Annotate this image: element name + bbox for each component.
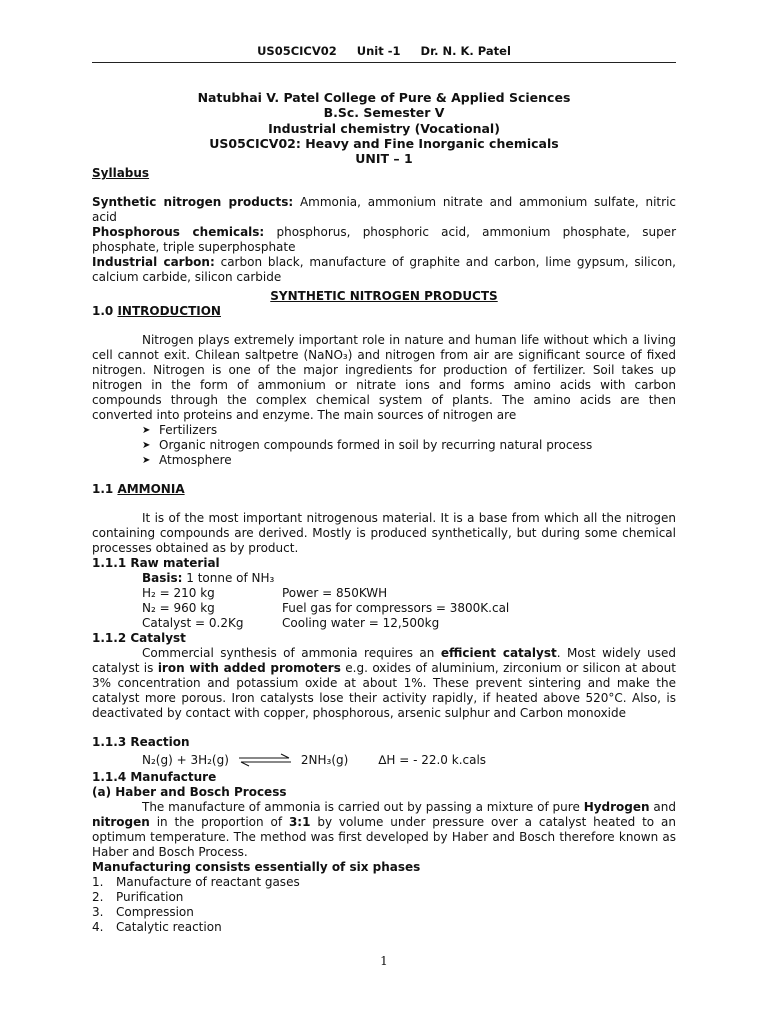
catalyst-heading: 1.1.2 Catalyst xyxy=(92,631,186,646)
basis-text: 1 tonne of NH₃ xyxy=(182,571,275,586)
syllabus-text: phosphorus, phosphoric acid, ammonium phosphate, super phosphate, triple superphosphate xyxy=(92,225,676,255)
text-run: . Most widely used catalyst is xyxy=(92,646,676,676)
raw-material-cell: Cooling water = 12,500kg xyxy=(282,616,440,631)
intro-heading xyxy=(92,304,676,319)
bold-run: efficient catalyst xyxy=(440,646,557,661)
subject-title: Industrial chemistry (Vocational) xyxy=(268,120,500,136)
haber-bosch-heading: (a) Haber and Bosch Process xyxy=(92,785,287,800)
manufacture-heading: 1.1.4 Manufacture xyxy=(92,770,217,785)
raw-material-cell: H₂ = 210 kg xyxy=(142,586,215,601)
unit-title: UNIT – 1 xyxy=(355,151,413,167)
bold-run: 3:1 xyxy=(288,815,311,830)
reaction-products: 2NH₃(g) xyxy=(300,752,349,767)
ammonia-heading-text: AMMONIA xyxy=(117,482,185,497)
reaction-enthalpy: ∆H = - 22.0 k.cals xyxy=(378,752,487,767)
list-number: 2. xyxy=(92,890,104,905)
text-run: in the proportion of xyxy=(149,815,289,830)
nitrogen-sources-list xyxy=(92,423,676,468)
raw-material-cell: Power = 850KWH xyxy=(282,586,388,601)
list-text: Compression xyxy=(116,905,194,920)
list-item: ➤ Fertilizers xyxy=(142,423,676,438)
bold-run: Hydrogen xyxy=(583,800,650,815)
manufacture-paragraph xyxy=(92,800,676,860)
section-title: SYNTHETIC NITROGEN PRODUCTS xyxy=(270,289,498,304)
raw-material-cell: Fuel gas for compressors = 3800K.cal xyxy=(282,601,510,616)
syllabus-item-nitrogen xyxy=(92,195,676,225)
reaction-heading: 1.1.3 Reaction xyxy=(92,735,190,750)
ammonia-number: 1.1 xyxy=(92,482,118,497)
phases-heading: Manufacturing consists essentially of six phases xyxy=(92,860,421,875)
intro-heading-text: INTRODUCTION xyxy=(117,304,221,319)
header-unit: Unit -1 xyxy=(356,44,401,58)
list-number: 3. xyxy=(92,905,104,920)
basis-label: Basis: xyxy=(142,571,183,586)
reaction-reactants: N₂(g) + 3H₂(g) xyxy=(142,752,229,767)
ammonia-heading xyxy=(92,482,676,497)
list-item xyxy=(92,920,676,935)
syllabus-label: Industrial carbon: xyxy=(92,255,215,270)
running-header xyxy=(92,44,676,63)
text-run: e.g. oxides of aluminium, zirconium or silicon at about 3% concentration and potassium oxide at about 1%. These prevent sintering and make the catalyst more porous. Iron catalysts lose their activity rapidly, if heated above 520°C. Also, is deactivated by contact with copper, phosphorous, arsenic sulphur and Carbon monoxide xyxy=(92,661,676,721)
raw-material-cell: N₂ = 960 kg xyxy=(142,601,215,616)
list-number: 1. xyxy=(92,875,104,890)
syllabus-label: Phosphorous chemicals: xyxy=(92,225,265,240)
list-text: Catalytic reaction xyxy=(116,920,222,935)
syllabus-item-carbon xyxy=(92,255,676,285)
basis-line xyxy=(92,571,676,586)
text-run: by volume under pressure over a catalyst heated to an optimum temperature. The method was first developed by Haber and Bosch therefore known as Haber and Bosch Process. xyxy=(92,815,676,860)
equilibrium-arrow-icon xyxy=(237,753,293,767)
list-number: 4. xyxy=(92,920,104,935)
syllabus-label: Synthetic nitrogen products: xyxy=(92,195,294,210)
bold-run: iron with added promoters xyxy=(157,661,341,676)
list-item xyxy=(92,890,676,905)
syllabus-item-phosphorous xyxy=(92,225,676,255)
header-course-code: US05CICV02 xyxy=(257,44,337,58)
list-text: Purification xyxy=(116,890,184,905)
reaction-equation xyxy=(92,750,676,770)
course-title: US05CICV02: Heavy and Fine Inorganic chemicals xyxy=(209,135,559,151)
text-run: and xyxy=(649,800,677,815)
catalyst-paragraph xyxy=(92,646,676,721)
college-title: Natubhai V. Patel College of Pure & Applied Sciences xyxy=(197,90,571,105)
raw-material-table xyxy=(92,586,676,631)
list-item xyxy=(92,875,676,890)
intro-number: 1.0 xyxy=(92,304,118,319)
list-text: Manufacture of reactant gases xyxy=(116,875,300,890)
list-item: ➤ Organic nitrogen compounds formed in soil by recurring natural process xyxy=(142,438,676,453)
intro-paragraph: Nitrogen plays extremely important role in nature and human life without which a living cell cannot exit. Chilean saltpetre (NaNO₃) and nitrogen from air are significant source of fixed nitrogen. Nitrogen is one of the major ingredients for production of fertilizer. Soil takes up nitrogen in the form of ammonium or nitrate ions and forms amino acids with carbon compounds through the complex chemical system of plants. The amino acids are then converted into proteins and enzyme. The main sources of nitrogen are xyxy=(92,333,676,423)
list-item xyxy=(92,905,676,920)
syllabus-text: Ammonia, ammonium nitrate and ammonium sulfate, nitric acid xyxy=(92,195,677,225)
text-run: Commercial synthesis of ammonia requires an xyxy=(142,646,441,661)
phases-list xyxy=(92,875,676,935)
text-run: The manufacture of ammonia is carried out by passing a mixture of pure xyxy=(142,800,584,815)
ammonia-paragraph: It is of the most important nitrogenous material. It is a base from which all the nitrogen containing compounds are derived. Mostly is produced synthetically, but during some chemical processes obtained as by product. xyxy=(92,511,676,556)
syllabus-text: carbon black, manufacture of graphite and carbon, lime gypsum, silicon, calcium carbide, silicon carbide xyxy=(92,255,676,285)
raw-material-heading: 1.1.1 Raw material xyxy=(92,556,220,571)
title-block xyxy=(92,90,676,166)
document-body xyxy=(92,90,676,935)
raw-material-cell: Catalyst = 0.2Kg xyxy=(142,616,244,631)
page-number: 1 xyxy=(380,954,388,968)
semester-title: B.Sc. Semester V xyxy=(323,105,445,121)
syllabus-heading: Syllabus xyxy=(92,166,150,181)
list-item: ➤ Atmosphere xyxy=(142,453,676,468)
bold-run: nitrogen xyxy=(92,815,150,830)
header-author: Dr. N. K. Patel xyxy=(420,44,511,58)
